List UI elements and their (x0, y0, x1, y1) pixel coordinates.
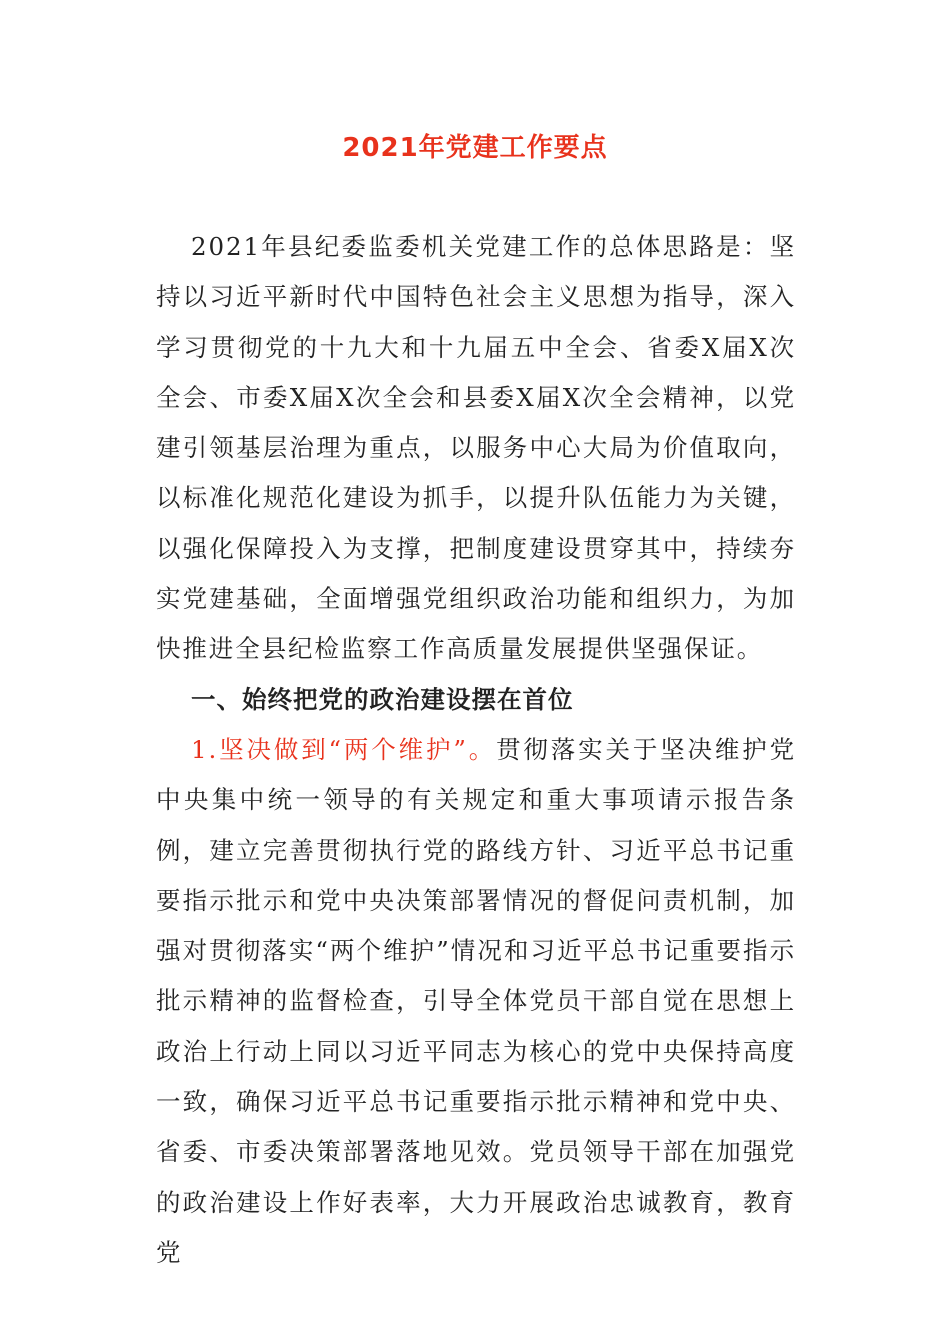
item-1-paragraph (156, 725, 796, 1278)
document-body (156, 222, 796, 1278)
item-1-lead: 1.坚决做到“两个维护”。 (191, 734, 497, 764)
item-1-body: 贯彻落实关于坚决维护党中央集中统一领导的有关规定和重大事项请示报告条例，建立完善贯彻执行党的路线方针、习近平总书记重要指示批示和党中央决策部署情况的督促问责机制，加强对贯彻落实“两个维护”情况和习近平总书记重要指示批示精神的监督检查，引导全体党员干部自觉在思想上政治上行动上同以习近平同志为核心的党中央保持高度一致，确保习近平总书记重要指示批示精神和党中央、省委、市委决策部署落地见效。党员领导干部在加强党的政治建设上作好表率，大力开展政治忠诚教育，教育党 (156, 734, 796, 1267)
document-title: 2021年党建工作要点 (342, 133, 608, 163)
intro-paragraph: 2021年县纪委监委机关党建工作的总体思路是：坚持以习近平新时代中国特色社会主义思想为指导，深入学习贯彻党的十九大和十九届五中全会、省委X届X次全会、市委X届X次全会和县委X届X次全会精神，以党建引领基层治理为重点，以服务中心大局为价值取向，以标准化规范化建设为抓手，以提升队伍能力为关键，以强化保障投入为支撑，把制度建设贯穿其中，持续夯实党建基础，全面增强党组织政治功能和组织力，为加快推进全县纪检监察工作高质量发展提供坚强保证。 (156, 232, 796, 664)
section-heading-1: 一、始终把党的政治建设摆在首位 (191, 684, 574, 714)
